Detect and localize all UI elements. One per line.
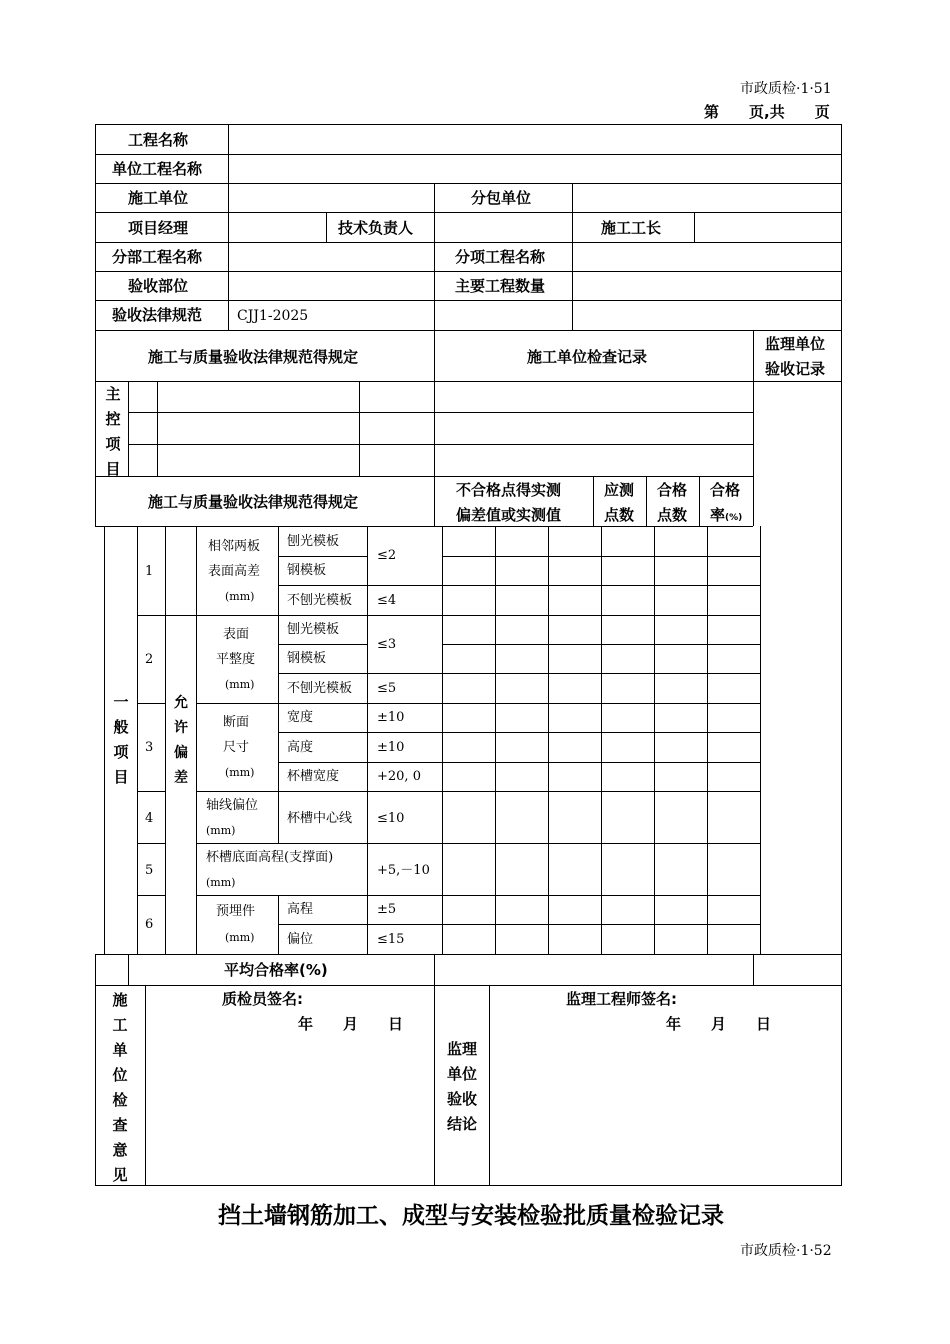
- inspector-date: 年 月 日: [298, 1015, 404, 1033]
- supervision-header-line2: 验收记录: [765, 360, 826, 378]
- supervision-conclusion-label: 监理 单位 验收 结论: [446, 1040, 477, 1133]
- item-no-4: 4: [145, 811, 154, 826]
- acceptance-part-label: 验收部位: [128, 277, 189, 295]
- item3-row2-value: ±10: [377, 740, 405, 755]
- pass-count-header-line2: 点数: [657, 506, 688, 524]
- item2-row3-value: ≤5: [377, 681, 397, 696]
- item3-name-line2: 尺寸: [223, 740, 250, 755]
- main-control-label: 主 控 项 目: [105, 385, 121, 478]
- item6-row2-value: ≤15: [377, 932, 405, 947]
- item2-row1-label: 刨光模板: [287, 622, 340, 637]
- main-quantity-label: 主要工程数量: [455, 277, 546, 295]
- project-name-label: 工程名称: [128, 131, 189, 149]
- pass-rate-header-line1: 合格: [710, 481, 741, 499]
- item-no-6: 6: [145, 917, 154, 932]
- average-pass-rate-label: 平均合格率(%): [224, 961, 328, 979]
- item4-row1-label: 杯槽中心线: [287, 811, 353, 826]
- item3-unit: (mm): [225, 766, 255, 779]
- item2-name-line1: 表面: [223, 627, 250, 642]
- item-no-3: 3: [145, 740, 154, 755]
- engineer-signature-label: 监理工程师签名:: [566, 990, 677, 1008]
- engineer-date: 年 月 日: [666, 1015, 772, 1033]
- item1-name-line2: 表面高差: [208, 564, 261, 579]
- item3-row3-label: 杯槽宽度: [287, 769, 340, 784]
- unit-project-label: 单位工程名称: [112, 160, 203, 178]
- item6-row2-label: 偏位: [287, 932, 314, 947]
- site-foreman-label: 施工工长: [601, 219, 662, 237]
- item4-row1-value: ≤10: [377, 811, 405, 826]
- spec-value: CJJ1-2025: [237, 308, 309, 324]
- general-rules-header: 施工与质量验收法律规范得规定: [148, 493, 359, 511]
- item1-row2-label: 钢模板: [287, 563, 327, 578]
- item1-row1-value: ≤2: [377, 548, 397, 563]
- spec-label: 验收法律规范: [112, 306, 203, 324]
- item1-unit: (mm): [225, 590, 255, 603]
- deviation-header-line2: 偏差值或实测值: [456, 506, 562, 524]
- item5-row1-value: +5,－10: [377, 863, 430, 878]
- item3-row3-value: +20, 0: [377, 769, 421, 784]
- item6-name-line1: 预埋件: [216, 904, 256, 919]
- item2-unit: (mm): [225, 678, 255, 691]
- should-count-header-line2: 点数: [604, 506, 635, 524]
- subitem-project-label: 分项工程名称: [455, 248, 546, 266]
- tech-lead-label: 技术负责人: [338, 219, 414, 237]
- allowed-deviation-label: 允 许 偏 差: [174, 695, 188, 786]
- item3-row2-label: 高度: [287, 740, 314, 755]
- pass-rate-header-line2: 率(%): [710, 506, 743, 524]
- page-number-label: 第 页,共 页: [704, 103, 830, 121]
- item6-unit: (mm): [225, 931, 255, 944]
- project-manager-label: 项目经理: [128, 219, 189, 237]
- item1-row3-label: 不刨光模板: [287, 593, 353, 608]
- self-check-header: 施工单位检查记录: [527, 348, 648, 366]
- construction-opinion-label: 施 工 单 位 检 查 意 见: [112, 991, 128, 1184]
- subcontract-unit-label: 分包单位: [471, 189, 532, 207]
- form-title: 挡土墙钢筋加工、成型与安装检验批质量检验记录: [218, 1203, 724, 1229]
- item3-row1-label: 宽度: [287, 710, 314, 725]
- pass-count-header-line1: 合格: [657, 481, 688, 499]
- item1-row3-value: ≤4: [377, 593, 397, 608]
- item6-row1-label: 高程: [287, 902, 314, 917]
- item4-unit: (mm): [206, 824, 236, 837]
- item5-unit: (mm): [206, 876, 236, 889]
- supervision-header-line1: 监理单位: [765, 335, 826, 353]
- item3-row1-value: ±10: [377, 710, 405, 725]
- deviation-header-line1: 不合格点得实测: [456, 481, 562, 499]
- item2-row2-label: 钢模板: [287, 651, 327, 666]
- general-items-label: 一 般 项 目: [113, 693, 129, 786]
- item1-name-line1: 相邻两板: [208, 539, 261, 554]
- item4-name-line1: 轴线偏位: [206, 798, 259, 813]
- construction-unit-label: 施工单位: [128, 189, 189, 207]
- item-no-1: 1: [145, 564, 154, 579]
- rules-header: 施工与质量验收法律规范得规定: [148, 348, 359, 366]
- item1-row1-label: 刨光模板: [287, 534, 340, 549]
- item-no-2: 2: [145, 652, 154, 667]
- item2-row3-label: 不刨光模板: [287, 681, 353, 696]
- item2-name-line2: 平整度: [216, 652, 256, 667]
- item3-name-line1: 断面: [223, 715, 250, 730]
- item-no-5: 5: [145, 863, 154, 878]
- division-project-label: 分部工程名称: [112, 248, 203, 266]
- form-code-top: 市政质检·1·51: [740, 81, 832, 97]
- item5-name-line1: 杯槽底面高程(支撑面): [206, 850, 334, 865]
- form-code-bottom: 市政质检·1·52: [740, 1243, 832, 1259]
- should-count-header-line1: 应测: [604, 481, 635, 499]
- item2-row1-value: ≤3: [377, 637, 397, 652]
- item6-row1-value: ±5: [377, 902, 397, 917]
- inspector-signature-label: 质检员签名:: [222, 990, 303, 1008]
